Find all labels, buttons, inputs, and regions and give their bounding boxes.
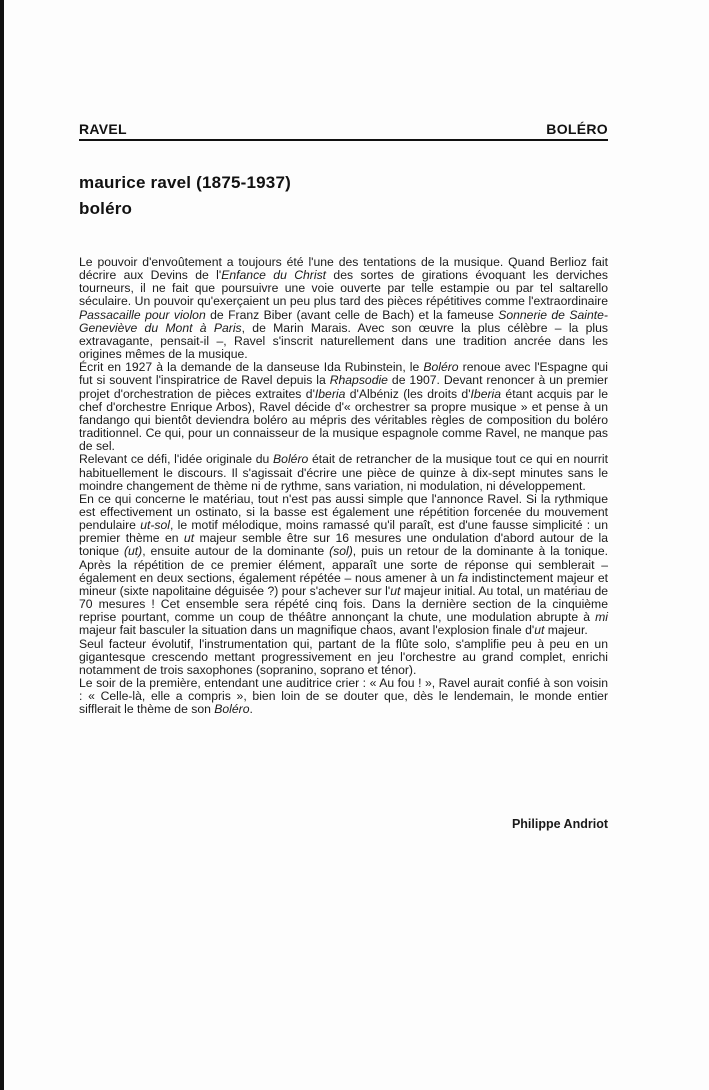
- text-run: Écrit en 1927 à la demande de la danseuse Ida Rubinstein, le: [79, 360, 424, 375]
- italic-text: Rhapsodie: [329, 373, 388, 388]
- paragraph: [79, 677, 608, 716]
- paragraph: [79, 361, 608, 453]
- running-head-right: BOLÉRO: [546, 121, 608, 137]
- text-run: Seul facteur évolutif, l'instrumentation qui, partant de la flûte solo, s'amplifie peu à peu en un gigantesque crescendo mettant progressivement en jeu l'orchestre au grand complet, enrichi notamment de trois saxophones (sopranino, soprano et ténor).: [79, 636, 608, 677]
- composer-title: maurice ravel (1875-1937): [79, 173, 291, 192]
- text-run: Le soir de la première, entendant une auditrice crier : « Au fou ! », Ravel aurait confié à son voisin : « Celle-là, elle a compris », bien loin de se douter que, dès le lendemain, le monde entier sifflerait le thème de son: [79, 676, 608, 717]
- italic-text: fa: [457, 570, 469, 585]
- italic-text: mi: [595, 610, 608, 625]
- italic-text: ut-sol: [140, 518, 170, 533]
- italic-text: (sol): [329, 544, 353, 559]
- author-signature: Philippe Andriot: [511, 817, 608, 831]
- italic-text: Sonnerie de Sainte-Geneviève du Mont à Paris: [79, 307, 608, 335]
- italic-text: Boléro: [214, 702, 250, 717]
- italic-text: Iberia: [314, 386, 346, 401]
- paragraph: [79, 493, 608, 638]
- text-run: était de retrancher de la musique tout ce qui en nourrit habituellement le discours. Il s'agissait d'écrire une pièce de quinze à dix-sept minutes sans le moindre changement de thème ni de rythme, sans variation, ni modulation, ni développement.: [79, 452, 609, 493]
- text-run: .: [249, 702, 253, 717]
- text-run: de 1907. Devant renoncer à un premier projet d'orchestration de pièces extraites d': [79, 373, 609, 401]
- text-run: , puis un retour de la dominante à la tonique. Après la répétition de ce premier élément, apparaît une sorte de réponse qui semblerait – également en deux sections, également répétée – nous amener à un: [79, 544, 608, 585]
- article-body: [79, 256, 608, 716]
- text-run: renoue avec l'Espagne qui fut si souvent l'inspiratrice de Ravel depuis la: [79, 360, 609, 388]
- text-run: majeur.: [544, 623, 588, 638]
- text-run: , le motif mélodique, moins ramassé qu'il paraît, est d'une fausse simplicité : un premier thème en: [79, 518, 608, 546]
- paragraph: [79, 453, 608, 492]
- italic-text: ut: [183, 531, 195, 546]
- text-run: majeur semble être sur 16 mesures une ondulation d'abord autour de la tonique: [79, 531, 608, 559]
- text-run: , de Marin Marais. Avec son œuvre la plus célèbre – la plus extravagante, pensait-il –, Ravel s'inscrit naturellement dans une tradition ancrée dans les origines mêmes de la musique.: [79, 320, 608, 362]
- italic-text: Boléro: [273, 452, 309, 467]
- text-run: , ensuite autour de la dominante: [142, 544, 330, 559]
- running-head: [79, 121, 608, 141]
- text-run: En ce qui concerne le matériau, tout n'est pas aussi simple que l'annonce Ravel. Si la rythmique est effectivement un ostinato, si la basse est également une répétition forcenée du mouvement pendulaire: [79, 491, 608, 533]
- italic-text: Boléro: [423, 360, 459, 375]
- text-run: de Franz Biber (avant celle de Bach) et la fameuse: [205, 307, 499, 322]
- italic-text: Passacaille pour violon: [79, 307, 206, 322]
- italic-text: ut: [534, 623, 545, 638]
- text-run: des sortes de girations évoquant les derviches tourneurs, il ne fait que poursuivre une voie ouverte par telle estampie ou par tel saltarello séculaire. Un pouvoir qu'exerçaient un peu plus tard des pièces répétitives comme l'extraordinaire: [79, 268, 608, 309]
- text-run: Le pouvoir d'envoûtement a toujours été l'une des tentations de la musique. Quand Berlioz fait décrire aux Devins de l': [79, 255, 608, 283]
- paragraph: [79, 638, 608, 677]
- italic-text: ut: [390, 583, 401, 598]
- paragraph: [79, 256, 608, 361]
- italic-text: (ut): [123, 544, 143, 559]
- running-head-left: RAVEL: [79, 121, 127, 137]
- italic-text: Iberia: [470, 386, 502, 401]
- text-run: majeur initial. Au total, un matériau de 70 mesures ! Cet ensemble sera répété cinq fois. Dans la dernière section de la cinquième reprise pourtant, comme un coup de théâtre annonçant la chute, une modulation abrupte à: [79, 583, 608, 625]
- text-run: étant acquis par le chef d'orchestre Enrique Arbos), Ravel décide d'« orchestrer sa propre musique » et pense à un fandango qui bientôt deviendra boléro au mépris des véritables règles de composition du boléro traditionnel. Ce qui, pour un connaisseur de la musique espagnole comme Ravel, ne manque pas de sel.: [79, 386, 608, 454]
- text-run: majeur fait basculer la situation dans un magnifique chaos, avant l'explosion finale d': [79, 623, 535, 638]
- title-block: [79, 170, 608, 222]
- text-run: indistinctement majeur et mineur (sixte napolitaine déguisée ?) pour s'achever sur l': [79, 570, 608, 598]
- text-run: d'Albéniz (les droits d': [345, 386, 471, 401]
- work-title: boléro: [79, 199, 133, 218]
- scan-edge: [0, 0, 4, 1090]
- italic-text: Enfance du Christ: [221, 268, 327, 283]
- text-run: Relevant ce défi, l'idée originale du: [79, 452, 274, 467]
